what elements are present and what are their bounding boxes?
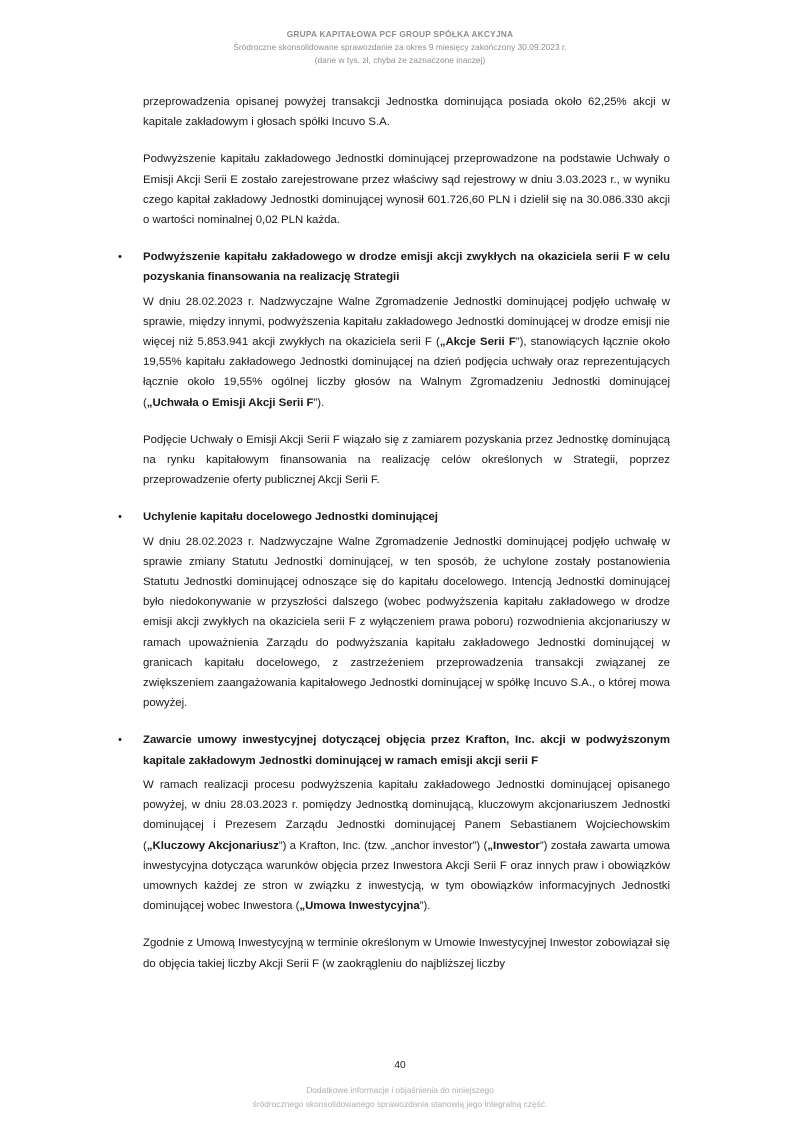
document-header: [130, 28, 670, 67]
bullet-item-target-capital-repeal: [118, 507, 670, 527]
bullet-heading-series-f-issue: Podwyższenie kapitału zakładowego w drodze emisji akcji zwykłych na okaziciela serii F w celu pozyskania finansowania na realizację Strategii: [143, 251, 670, 284]
footer-line-1: Dodatkowe informacje i objaśnienia do niniejszego: [306, 1085, 494, 1095]
text-segment: W dniu 28.02.2023 r. Nadzwyczajne Walne Zgromadzenie Jednostki dominującej podjęło uchwałę w sprawie, między innymi, podwyższenia kapitału zakładowego Jednostki dominującej w drodze emisji nie więcej niż 5.853.941 akcji zwykłych na okaziciela serii F (: [143, 295, 670, 349]
text-segment: ”).: [419, 900, 431, 913]
bullet-item-krafton-agreement: [118, 730, 670, 770]
paragraph-series-f-purpose: Podjęcie Uchwały o Emisji Akcji Serii F wiązało się z zamiarem pozyskania przez Jednostkę dominującą na rynku kapitałowym finansowania na realizację celów określonych w Strategii, poprzez przeprowadzenie oferty publicznej Akcji Serii F.: [143, 433, 670, 487]
text-segment: W ramach realizacji procesu podwyższenia kapitału zakładowego Jednostki dominującej opisanego powyżej, w dniu 28.03.2023 r. pomiędzy Jednostką dominującą, kluczowym akcjonariuszem Jednostki dominującej i Prezesem Zarządu Jednostki dominującej Panem Sebastianem Wojciechowskim (: [143, 778, 670, 852]
text-segment: ”) a Krafton, Inc. (tzw. „anchor investor”) (: [278, 839, 488, 852]
document-body: [118, 92, 670, 974]
paragraph-target-capital-repeal: W dniu 28.02.2023 r. Nadzwyczajne Walne Zgromadzenie Jednostki dominującej podjęło uchwałę w sprawie zmiany Statutu Jednostki dominującej, w ten sposób, że uchylone zostały postanowienia Statutu Jednostki dominującej odnoszące się do kapitału docelowego. Intencją Jednostki dominującej było niedokonywanie w przyszłości dalszego (wobec podwyższenia kapitału zakładowego w drodze emisji akcji zwykłych na okaziciela serii F z wyłączeniem prawa poboru) rozwodnienia akcjonariuszy w ramach upoważnienia Zarządu do podwyższania kapitału zakładowego Jednostki dominującej w granicach kapitału docelowego, z zastrzeżeniem przeprowadzenia transakcji związanej ze zwiększeniem zaangażowania kapitałowego Jednostki dominującej w spółkę Incuvo S.A., o której mowa powyżej.: [143, 535, 670, 710]
bullet-marker-icon: •: [118, 251, 122, 264]
bullet-heading-krafton-agreement: Zawarcie umowy inwestycyjnej dotyczącej objęcia przez Krafton, Inc. akcji w podwyższonym kapitale zakładowym Jednostki dominującej w ramach emisji akcji serii F: [143, 734, 670, 767]
paragraph-incuvo-stake: przeprowadzenia opisanej powyżej transakcji Jednostka dominująca posiada około 62,25% akcji w kapitale zakładowym i głosach spółki Incuvo S.A.: [143, 96, 670, 129]
bullet-heading-target-capital-repeal: Uchylenie kapitału docelowego Jednostki dominującej: [143, 511, 438, 524]
header-company-name: GRUPA KAPITAŁOWA PCF GROUP SPÓŁKA AKCYJNA: [286, 29, 514, 39]
text-segment: ”).: [313, 396, 325, 409]
paragraph-krafton-agreement: [143, 775, 670, 916]
header-report-period: Śródroczne skonsolidowane sprawozdanie za okres 9 miesięcy zakończony 30.09.2023 r.: [233, 42, 567, 52]
page-number: 40: [394, 1060, 406, 1071]
document-footer: [100, 1084, 700, 1111]
term-kluczowy-akcjonariusz: „Kluczowy Akcjonariusz: [146, 839, 279, 852]
paragraph-series-f-resolution: [143, 292, 670, 413]
bullet-item-series-f-issue: [118, 247, 670, 287]
header-units-note: (dane w tys. zł, chyba że zaznaczone inaczej): [314, 55, 486, 65]
term-umowa-inwestycyjna: „Umowa Inwestycyjna: [299, 900, 420, 913]
text-segment: ”) została zawarta umowa inwestycyjna dotycząca warunków objęcia przez Inwestora Akcji Serii F oraz innych praw i obowiązków umownych każdej ze stron w związku z inwestycją, w tym obowiązków informacyjnych Jednostki dominującej wobec Inwestora (: [143, 839, 670, 913]
bullet-marker-icon: •: [118, 511, 122, 524]
term-uchwala-o-emisji: „Uchwała o Emisji Akcji Serii F: [146, 396, 314, 409]
paragraph-investor-subscription: Zgodnie z Umową Inwestycyjną w terminie określonym w Umowie Inwestycyjnej Inwestor zobowiązał się do objęcia takiej liczby Akcji Serii F (w zaokrągleniu do najbliższej liczby: [143, 937, 670, 970]
footer-line-2: śródrocznego skonsolidowanego sprawozdania stanowią jego integralną część.: [252, 1098, 548, 1109]
bullet-marker-icon: •: [118, 734, 122, 747]
term-akcje-serii-f: „Akcje Serii F: [439, 336, 516, 349]
term-inwestor: „Inwestor: [487, 839, 540, 852]
paragraph-series-e-registration: Podwyższenie kapitału zakładowego Jednostki dominującej przeprowadzone na podstawie Uchwały o Emisji Akcji Serii E zostało zarejestrowane przez właściwy sąd rejestrowy w dniu 3.03.2023 r., w wyniku czego kapitał zakładowy Jednostki dominującej wynosił 601.726,60 PLN i dzielił się na 30.086.330 akcji o wartości nominalnej 0,02 PLN każda.: [143, 153, 670, 227]
text-segment: ”), stanowiących łącznie około 19,55% kapitału zakładowego Jednostki dominującej na dzień podjęcia uchwały oraz reprezentujących łącznie około 19,55% ogólnej liczby głosów na Walnym Zgromadzeniu Jednostki dominującej (: [143, 336, 670, 409]
